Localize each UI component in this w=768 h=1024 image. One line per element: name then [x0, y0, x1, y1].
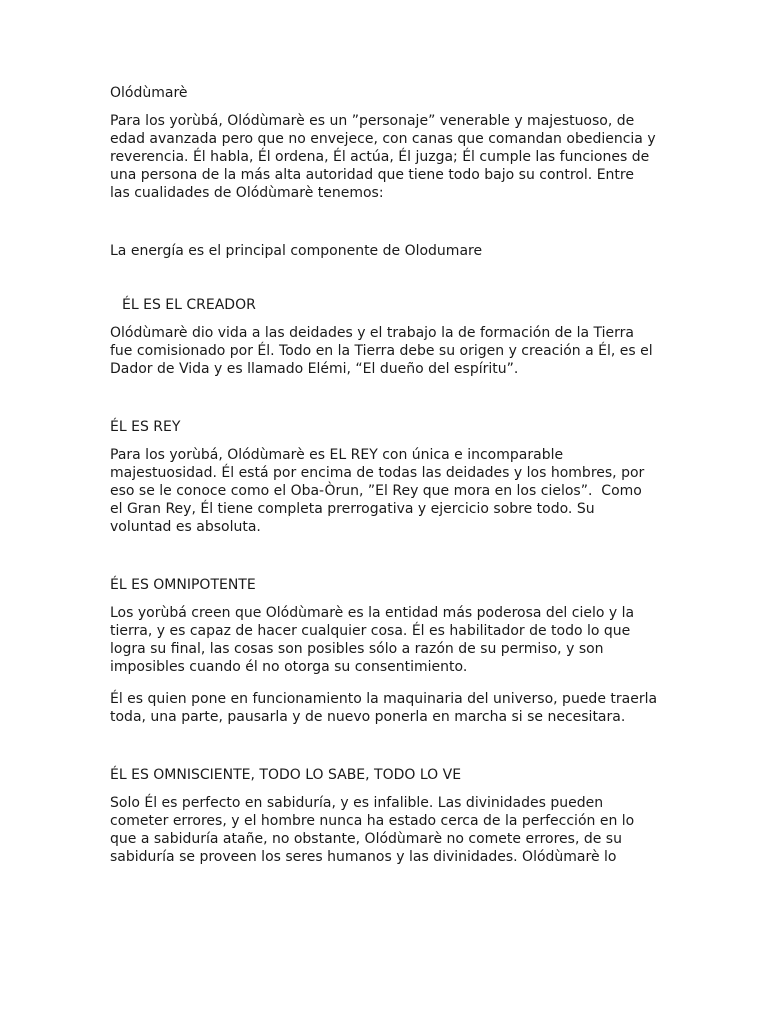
section-heading-omnisciente: ÉL ES OMNISCIENTE, TODO LO SABE, TODO LO VE	[110, 767, 462, 783]
intro-paragraph: Para los yorùbá, Olódùmarè es un ”personaje” venerable y majestuoso, de edad avanzada pero que no envejece, con canas que comandan obediencia y reverencia. Él habla, Él ordena, Él actúa, Él juzga; Él cumple las funciones de una persona de la más alta autoridad que tiene todo bajo su control. Entre las cualidades de Olódùmarè tenemos:	[110, 113, 661, 201]
section-paragraph-omnipotente-1: Los yorùbá creen que Olódùmarè es la entidad más poderosa del cielo y la tierra, y es capaz de hacer cualquier cosa. Él es habilitador de todo lo que logra su final, las cosas son posibles sólo a razón de su permiso, y son imposibles cuando él no otorga su consentimiento.	[110, 605, 639, 675]
section-paragraph-rey: Para los yorùbá, Olódùmarè es EL REY con única e incomparable majestuosidad. Él está por encima de todas las deidades y los hombres, por eso se le conoce como el Oba-Òrun, ”El Rey que mora en los cielos”. Como el Gran Rey, Él tiene completa prerrogativa y ejercicio sobre todo. Su voluntad es absoluta.	[110, 447, 649, 535]
energy-paragraph: La energía es el principal componente de Olodumare	[110, 243, 483, 259]
document-body	[110, 84, 662, 866]
section-heading-omnipotente: ÉL ES OMNIPOTENTE	[110, 577, 256, 593]
section-paragraph-omnipotente-2: Él es quien pone en funcionamiento la maquinaria del universo, puede traerla toda, una parte, pausarla y de nuevo ponerla en marcha si se necesitara.	[110, 691, 662, 725]
section-heading-creador: ÉL ES EL CREADOR	[122, 297, 256, 313]
section-paragraph-omnisciente: Solo Él es perfecto en sabiduría, y es infalible. Las divinidades pueden cometer errores, y el hombre nunca ha estado cerca de la perfección en lo que a sabiduría atañe, no obstante, Olódùmarè no comete errores, de su sabiduría se proveen los seres humanos y las divinidades. Olódùmarè lo	[110, 795, 639, 865]
section-paragraph-creador: Olódùmarè dio vida a las deidades y el trabajo la de formación de la Tierra fue comisionado por Él. Todo en la Tierra debe su origen y creación a Él, es el Dador de Vida y es llamado Elémi, “El dueño del espíritu”.	[110, 325, 658, 377]
document-title: Olódùmarè	[110, 85, 188, 101]
section-heading-rey: ÉL ES REY	[110, 419, 181, 435]
